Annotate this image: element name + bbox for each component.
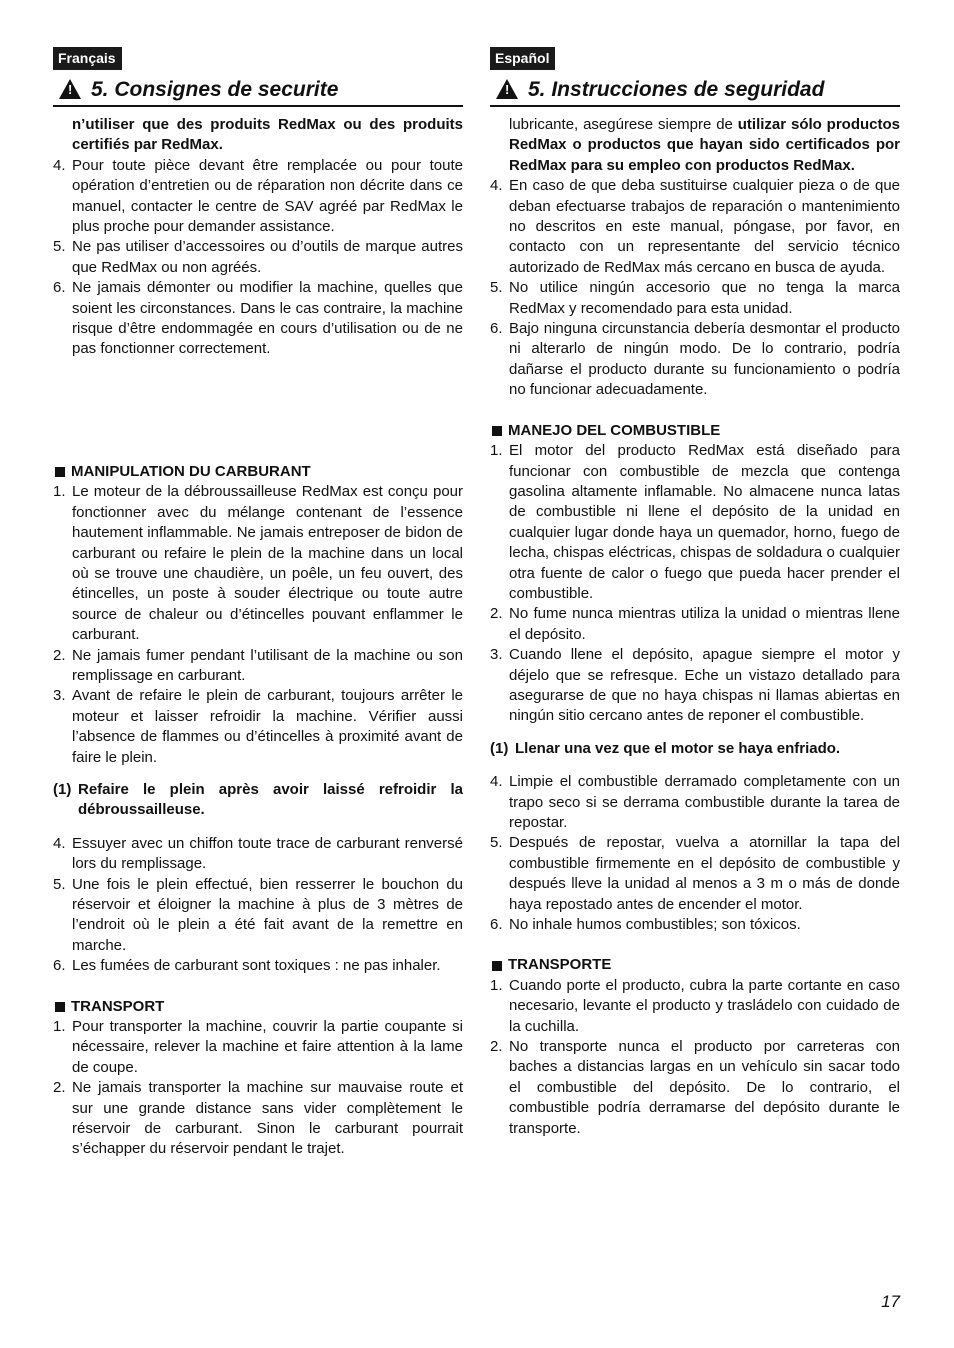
item-text: En caso de que deba sustituirse cualquier pieza o de que deban efectuarse trabajos de reparación o mantenimiento no descritos en este manual, póngase, por favor, en contacto con un representante del servicio técnico autorizado de RedMax más cercano en busca de ayuda. xyxy=(509,177,900,276)
item-number: 1. xyxy=(53,1018,66,1036)
item-text: No fume nunca mientras utiliza la unidad o mientras llene el depósito. xyxy=(509,605,900,643)
intro-text: lubricante, asegúrese siempre de xyxy=(509,116,738,133)
list-item xyxy=(53,1078,463,1160)
item-text: Ne pas utiliser d’accessoires ou d’outils de marque autres que RedMax ou non agréés. xyxy=(72,238,463,276)
column-spanish xyxy=(490,47,900,1139)
item-number: 5. xyxy=(490,279,503,297)
item-text: Essuyer avec un chiffon toute trace de carburant renversé lors du remplissage. xyxy=(72,834,463,873)
item-number: 2. xyxy=(53,1079,66,1097)
item-text: Ne jamais transporter la machine sur mauvaise route et sur une grande distance sans vider complètement le réservoir de carburant. Sinon le carburant pourrait s’échapper du réservoir pendant le trajet. xyxy=(72,1079,463,1158)
item-number: 2. xyxy=(490,1038,503,1056)
item-number: 2. xyxy=(53,646,66,664)
item-text: Avant de refaire le plein de carburant, toujours arrêter le moteur et laisser refroidir la machine. Vérifier aussi l’absence de flammes ou d’étincelles à proximité avant de faire le plein. xyxy=(72,687,463,766)
item-text: No transporte nunca el producto por carreteras con baches a distancias largas en un vehículo sin sacar todo el combustible del depósito. De lo contrario, el combustible podría derramarse del depósito durante le transporte. xyxy=(509,1038,900,1137)
subsection-heading-text: TRANSPORTE xyxy=(508,956,612,974)
item-text: Pour toute pièce devant être remplacée ou pour toute opération d’entretien ou de réparation non décrite dans ce manuel, contacter le centre de SAV agréé par RedMax le plus proche pour demander assistance. xyxy=(72,156,463,236)
section-header xyxy=(490,75,900,107)
list-item xyxy=(53,278,463,360)
section-title: 5. Consignes de securite xyxy=(91,78,339,101)
subsection-heading-text: MANIPULATION DU CARBURANT xyxy=(71,462,311,480)
item-text: No utilice ningún accesorio que no tenga la marca RedMax y recomendado para esta unidad. xyxy=(509,279,900,317)
item-number: 3. xyxy=(490,646,503,664)
list-item xyxy=(490,833,900,915)
list-item xyxy=(490,1037,900,1139)
item-number: 4. xyxy=(490,177,503,195)
language-tag: Español xyxy=(490,47,555,70)
list-item xyxy=(53,1017,463,1078)
intro-emphasis: utilizar sólo productos RedMax o productos que hayan sido certificados por RedMax para su empleo con productos RedMax. xyxy=(509,116,901,174)
column-french xyxy=(53,47,463,1160)
item-text: Ne jamais démonter ou modifier la machine, quelles que soient les circonstances. Dans le cas contraire, la machine risque d’être endommagée en cours d’utilisation ou de ne pas fonctionner correctement. xyxy=(72,279,463,358)
list-item xyxy=(53,646,463,687)
list-item xyxy=(490,645,900,727)
section-header xyxy=(53,75,463,107)
subsection-heading xyxy=(53,997,463,1017)
warning-triangle-icon xyxy=(496,79,518,99)
note-text: Llenar una vez que el motor se haya enfriado. xyxy=(515,739,841,757)
note-number: (1) xyxy=(53,780,72,798)
list-item xyxy=(53,482,463,645)
list-item xyxy=(53,875,463,957)
note-number: (1) xyxy=(490,739,509,757)
item-text: El motor del producto RedMax está diseñado para funcionar con combustible de mezcla que contenga gasolina altamente inflamable. No almacene nunca latas de combustible ni llene el depósito de la unidad en cualquier lugar donde haya un quemador, horno, fuego de lecha, chispas eléctricas, chispas de soldadura o cualquier otra fuente de calor o fuego que pueda hacer prender el combustible. xyxy=(509,442,900,602)
item-number: 1. xyxy=(490,976,503,994)
item-number: 6. xyxy=(490,320,503,338)
item-text: Bajo ninguna circunstancia debería desmontar el producto ni alterarlo de ningún modo. De lo contrario, podría dañarse el producto durante su funcionamiento o podría no funcionar adecuadamente. xyxy=(509,320,900,399)
list-item xyxy=(53,686,463,768)
list-item xyxy=(490,441,900,604)
item-text: Después de repostar, vuelva a atornillar la tapa del combustible firmemente en el depósito de combustible y después lleve la unidad al menos a 3 m o más de donde haya repostado antes de encender el motor. xyxy=(509,834,900,913)
body-text xyxy=(490,115,900,1139)
item-text: Limpie el combustible derramado completamente con un trapo seco si se derrama combustible durante la tarea de repostar. xyxy=(509,773,900,831)
warning-triangle-icon xyxy=(59,79,81,99)
list-item xyxy=(490,976,900,1037)
list-item xyxy=(490,772,900,833)
item-text: Cuando llene el depósito, apague siempre el motor y déjelo que se refresque. Eche un vistazo detallado para asegurarse de que no haya chispas ni llamas abiertas en ningún sitio cercano antes de reponer el combustible. xyxy=(509,646,900,725)
note xyxy=(53,780,463,821)
item-number: 4. xyxy=(490,773,503,791)
item-text: Cuando porte el producto, cubra la parte cortante en caso necesario, levante el producto y trasládelo con cuidado de la cuchilla. xyxy=(509,976,900,1035)
item-number: 5. xyxy=(53,875,66,893)
note-text: Refaire le plein après avoir laissé refroidir la débroussailleuse. xyxy=(78,780,463,819)
item-number: 4. xyxy=(53,156,66,174)
square-bullet-icon xyxy=(492,426,502,436)
square-bullet-icon xyxy=(55,467,65,477)
item-text: Pour transporter la machine, couvrir la partie coupante si nécessaire, relever la machine et faire attention à la lame de coupe. xyxy=(72,1018,463,1076)
subsection-heading xyxy=(490,421,900,441)
list-item xyxy=(53,834,463,875)
item-number: 6. xyxy=(53,957,66,975)
item-number: 5. xyxy=(490,834,503,852)
item-text: Une fois le plein effectué, bien resserrer le bouchon du réservoir et éloigner la machine à plus de 3 mètres de l’endroit où le plein a été fait avant de la remettre en marche. xyxy=(72,875,463,954)
subsection-heading xyxy=(53,462,463,482)
body-text xyxy=(53,115,463,1160)
subsection-heading-text: TRANSPORT xyxy=(71,997,165,1015)
language-tag: Français xyxy=(53,47,122,70)
list-item xyxy=(53,237,463,278)
item-number: 6. xyxy=(53,279,66,297)
list-item xyxy=(490,915,900,935)
list-item xyxy=(490,278,900,319)
list-item xyxy=(490,604,900,645)
square-bullet-icon xyxy=(55,1002,65,1012)
item-number: 3. xyxy=(53,687,66,705)
item-number: 4. xyxy=(53,834,66,852)
subsection-heading-text: MANEJO DEL COMBUSTIBLE xyxy=(508,421,721,439)
list-item xyxy=(53,156,463,238)
square-bullet-icon xyxy=(492,961,502,971)
item-number: 6. xyxy=(490,916,503,934)
intro-paragraph: n’utiliser que des produits RedMax ou des produits certifiés par RedMax. xyxy=(72,116,463,154)
item-text: Ne jamais fumer pendant l’utilisant de la machine ou son remplissage en carburant. xyxy=(72,646,463,684)
item-text: No inhale humos combustibles; son tóxicos. xyxy=(509,916,801,934)
item-text: Le moteur de la débroussailleuse RedMax est conçu pour fonctionner avec du mélange contenant de l’essence hautement inflammable. Ne jamais entreposer de bidon de carburant ou refaire le plein de la machine dans un local où se trouve une chaudière, un poêle, un feu ouvert, des étincelles, un poste à souder électrique ou toute autre source de chaleur ou d’étincelles pouvant enflammer le carburant. xyxy=(72,483,463,644)
item-text: Les fumées de carburant sont toxiques : ne pas inhaler. xyxy=(72,957,441,975)
item-number: 1. xyxy=(490,442,503,460)
section-title: 5. Instrucciones de seguridad xyxy=(528,78,825,101)
subsection-heading xyxy=(490,955,900,975)
list-item xyxy=(490,176,900,278)
item-number: 1. xyxy=(53,483,66,501)
list-item xyxy=(490,319,900,401)
intro-paragraph xyxy=(490,115,900,176)
item-number: 5. xyxy=(53,238,66,256)
page-number: 17 xyxy=(881,1292,900,1311)
note xyxy=(490,739,900,759)
list-item xyxy=(53,956,463,976)
item-number: 2. xyxy=(490,605,503,623)
